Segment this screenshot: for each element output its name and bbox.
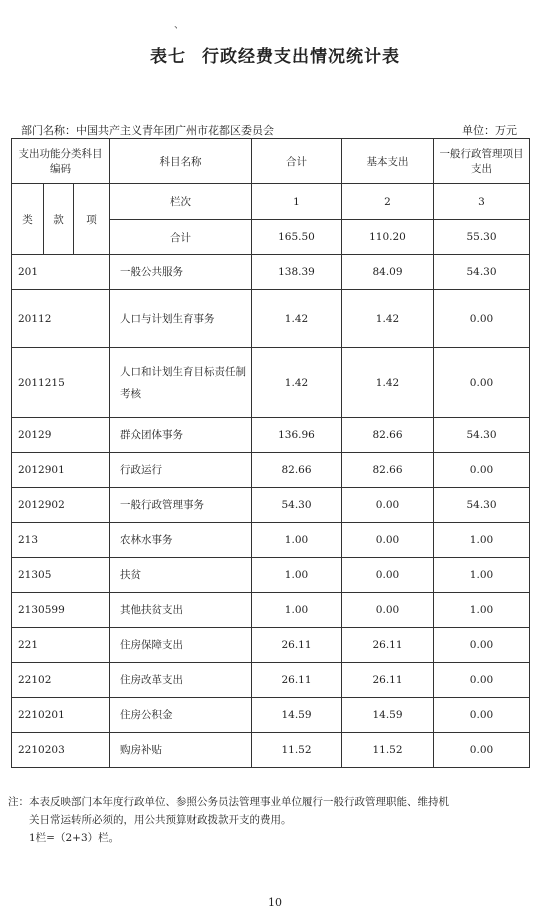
row-total: 1.42 bbox=[252, 348, 342, 418]
column-index-row bbox=[12, 184, 530, 220]
row-code: 221 bbox=[12, 628, 110, 663]
department-name: 部门名称：中国共产主义青年团广州市花都区委员会 bbox=[21, 124, 274, 137]
footnote-line-1: 注：本表反映部门本年度行政单位、参照公务员法管理事业单位履行一般行政管理职能、维持机 bbox=[8, 796, 449, 808]
row-subject: 住房公积金 bbox=[110, 698, 252, 733]
header-xiang: 项 bbox=[74, 184, 110, 255]
header-admin: 一般行政管理项目支出 bbox=[434, 139, 530, 184]
table-row bbox=[12, 290, 530, 348]
row-subject: 住房改革支出 bbox=[110, 663, 252, 698]
row-code: 2012901 bbox=[12, 453, 110, 488]
row-admin: 54.30 bbox=[434, 418, 530, 453]
table-title: 行政经费支出情况统计表 bbox=[202, 47, 400, 67]
row-admin: 0.00 bbox=[434, 663, 530, 698]
row-admin: 0.00 bbox=[434, 628, 530, 663]
row-subject: 人口与计划生育事务 bbox=[110, 290, 252, 348]
header-kuan: 款 bbox=[44, 184, 74, 255]
table-row bbox=[12, 558, 530, 593]
row-total: 138.39 bbox=[252, 255, 342, 290]
column-index-3: 3 bbox=[434, 184, 530, 220]
row-admin: 0.00 bbox=[434, 290, 530, 348]
meta-line bbox=[21, 122, 517, 138]
row-total: 82.66 bbox=[252, 453, 342, 488]
row-total: 1.00 bbox=[252, 523, 342, 558]
row-total: 1.00 bbox=[252, 593, 342, 628]
row-basic: 1.42 bbox=[342, 348, 434, 418]
row-code: 20112 bbox=[12, 290, 110, 348]
row-basic: 11.52 bbox=[342, 733, 434, 768]
column-index-1: 1 bbox=[252, 184, 342, 220]
row-admin: 0.00 bbox=[434, 453, 530, 488]
row-admin: 0.00 bbox=[434, 733, 530, 768]
sum-label: 合计 bbox=[110, 220, 252, 255]
row-code: 2011215 bbox=[12, 348, 110, 418]
header-func-code: 支出功能分类科目编码 bbox=[12, 139, 110, 184]
row-subject: 住房保障支出 bbox=[110, 628, 252, 663]
row-subject: 一般行政管理事务 bbox=[110, 488, 252, 523]
footnote-line-3: 1栏=（2+3）栏。 bbox=[29, 832, 120, 844]
row-basic: 84.09 bbox=[342, 255, 434, 290]
header-total: 合计 bbox=[252, 139, 342, 184]
scan-mark: 、 bbox=[174, 20, 184, 31]
row-code: 21305 bbox=[12, 558, 110, 593]
page-title bbox=[0, 42, 550, 67]
column-index-label: 栏次 bbox=[110, 184, 252, 220]
row-basic: 0.00 bbox=[342, 488, 434, 523]
row-basic: 26.11 bbox=[342, 628, 434, 663]
row-total: 11.52 bbox=[252, 733, 342, 768]
row-subject: 其他扶贫支出 bbox=[110, 593, 252, 628]
table-row bbox=[12, 663, 530, 698]
table-row bbox=[12, 733, 530, 768]
sum-basic: 110.20 bbox=[342, 220, 434, 255]
row-code: 2210203 bbox=[12, 733, 110, 768]
row-subject: 扶贫 bbox=[110, 558, 252, 593]
row-admin: 1.00 bbox=[434, 523, 530, 558]
table-row bbox=[12, 488, 530, 523]
table-row bbox=[12, 348, 530, 418]
table-row bbox=[12, 255, 530, 290]
row-basic: 0.00 bbox=[342, 593, 434, 628]
table-row bbox=[12, 418, 530, 453]
row-code: 20129 bbox=[12, 418, 110, 453]
header-subject: 科目名称 bbox=[110, 139, 252, 184]
row-code: 2210201 bbox=[12, 698, 110, 733]
row-total: 54.30 bbox=[252, 488, 342, 523]
row-admin: 54.30 bbox=[434, 488, 530, 523]
table-row bbox=[12, 523, 530, 558]
table-row bbox=[12, 628, 530, 663]
row-code: 2130599 bbox=[12, 593, 110, 628]
sum-total: 165.50 bbox=[252, 220, 342, 255]
page-number: 10 bbox=[268, 896, 282, 909]
row-admin: 0.00 bbox=[434, 348, 530, 418]
header-row bbox=[12, 139, 530, 184]
row-total: 136.96 bbox=[252, 418, 342, 453]
sum-admin: 55.30 bbox=[434, 220, 530, 255]
table-row bbox=[12, 698, 530, 733]
footnote-line-2: 关日常运转所必须的，用公共预算财政拨款开支的费用。 bbox=[29, 814, 292, 826]
row-admin: 1.00 bbox=[434, 593, 530, 628]
row-total: 14.59 bbox=[252, 698, 342, 733]
row-total: 1.00 bbox=[252, 558, 342, 593]
table-number: 表七 bbox=[150, 47, 186, 67]
header-basic: 基本支出 bbox=[342, 139, 434, 184]
row-basic: 0.00 bbox=[342, 523, 434, 558]
expense-table bbox=[11, 138, 530, 768]
row-code: 201 bbox=[12, 255, 110, 290]
row-basic: 26.11 bbox=[342, 663, 434, 698]
row-basic: 0.00 bbox=[342, 558, 434, 593]
footnote bbox=[8, 793, 538, 847]
column-index-2: 2 bbox=[342, 184, 434, 220]
row-subject: 一般公共服务 bbox=[110, 255, 252, 290]
unit-label: 单位：万元 bbox=[462, 124, 517, 137]
row-subject: 农林水事务 bbox=[110, 523, 252, 558]
row-subject: 行政运行 bbox=[110, 453, 252, 488]
table-row bbox=[12, 453, 530, 488]
row-subject: 人口和计划生育目标责任制考核 bbox=[110, 348, 252, 418]
row-admin: 0.00 bbox=[434, 698, 530, 733]
row-total: 1.42 bbox=[252, 290, 342, 348]
row-total: 26.11 bbox=[252, 628, 342, 663]
row-total: 26.11 bbox=[252, 663, 342, 698]
table-row bbox=[12, 593, 530, 628]
row-admin: 1.00 bbox=[434, 558, 530, 593]
row-subject: 购房补贴 bbox=[110, 733, 252, 768]
row-code: 213 bbox=[12, 523, 110, 558]
row-code: 2012902 bbox=[12, 488, 110, 523]
header-lei: 类 bbox=[12, 184, 44, 255]
row-basic: 1.42 bbox=[342, 290, 434, 348]
row-basic: 82.66 bbox=[342, 453, 434, 488]
row-code: 22102 bbox=[12, 663, 110, 698]
row-admin: 54.30 bbox=[434, 255, 530, 290]
row-basic: 14.59 bbox=[342, 698, 434, 733]
row-subject: 群众团体事务 bbox=[110, 418, 252, 453]
row-basic: 82.66 bbox=[342, 418, 434, 453]
